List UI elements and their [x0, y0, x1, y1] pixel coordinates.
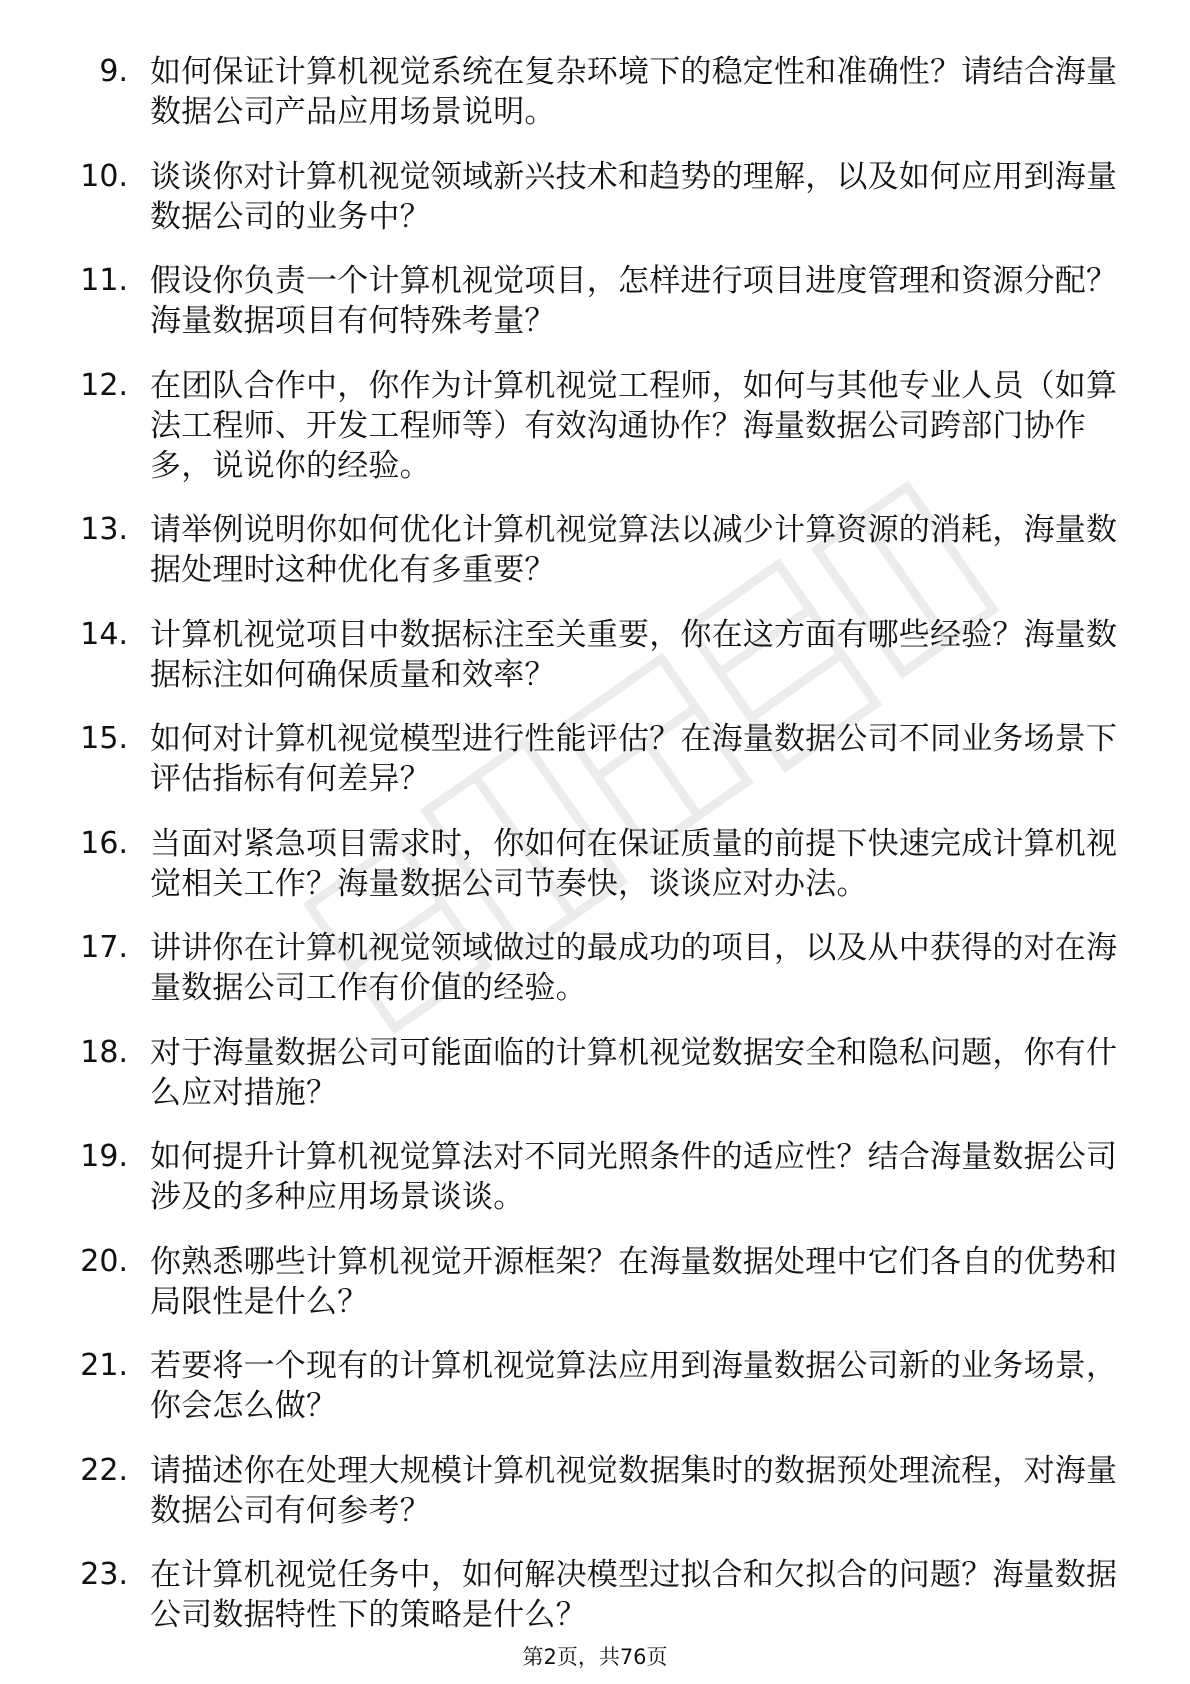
question-text: 当面对紧急项目需求时，你如何在保证质量的前提下快速完成计算机视觉相关工作？海量数据公司节奏快，谈谈应对办法。 — [150, 825, 1118, 902]
question-item — [60, 1137, 1120, 1217]
question-number: 14. — [80, 616, 128, 652]
question-number: 17. — [80, 930, 128, 965]
question-item — [60, 510, 1120, 590]
question-number: 11. — [80, 263, 128, 298]
question-number: 19. — [80, 1139, 128, 1174]
question-item — [60, 1242, 1120, 1322]
question-list — [60, 52, 1120, 1660]
question-text: 请举例说明你如何优化计算机视觉算法以减少计算资源的消耗，海量数据处理时这种优化有多重要？ — [150, 512, 1118, 588]
question-text: 若要将一个现有的计算机视觉算法应用到海量数据公司新的业务场景，你会怎么做？ — [150, 1348, 1118, 1424]
question-text: 如何提升计算机视觉算法对不同光照条件的适应性？结合海量数据公司涉及的多种应用场景谈谈。 — [150, 1139, 1118, 1215]
question-number: 20. — [80, 1243, 128, 1279]
question-number: 9. — [99, 54, 128, 89]
page-footer: 第2页，共76页 — [522, 1645, 668, 1669]
question-text: 在团队合作中，你作为计算机视觉工程师，如何与其他专业人员（如算法工程师、开发工程师等）有效沟通协作？海量数据公司跨部门协作多，说说你的经验。 — [150, 367, 1118, 484]
question-item — [60, 615, 1120, 695]
question-item — [60, 366, 1120, 486]
question-item — [60, 719, 1120, 799]
question-item — [60, 52, 1120, 132]
question-number: 12. — [80, 367, 128, 403]
question-number: 15. — [80, 721, 128, 756]
question-text: 谈谈你对计算机视觉领域新兴技术和趋势的理解，以及如何应用到海量数据公司的业务中？ — [150, 158, 1118, 235]
question-number: 22. — [80, 1452, 128, 1488]
question-text: 在计算机视觉任务中，如何解决模型过拟合和欠拟合的问题？海量数据公司数据特性下的策略是什么？ — [150, 1557, 1118, 1633]
question-text: 计算机视觉项目中数据标注至关重要，你在这方面有哪些经验？海量数据标注如何确保质量和效率？ — [150, 616, 1118, 693]
question-number: 10. — [80, 158, 128, 194]
question-text: 假设你负责一个计算机视觉项目，怎样进行项目进度管理和资源分配？海量数据项目有何特殊考量？ — [150, 263, 1118, 339]
question-number: 13. — [80, 512, 128, 547]
question-number: 23. — [80, 1557, 128, 1592]
question-text: 请描述你在处理大规模计算机视觉数据集时的数据预处理流程，对海量数据公司有何参考？ — [150, 1452, 1118, 1529]
question-text: 如何对计算机视觉模型进行性能评估？在海量数据公司不同业务场景下评估指标有何差异？ — [150, 721, 1118, 797]
question-number: 18. — [80, 1034, 128, 1070]
question-item — [60, 1555, 1120, 1635]
question-item — [60, 928, 1120, 1008]
question-item — [60, 261, 1120, 341]
question-number: 21. — [80, 1348, 128, 1383]
question-item — [60, 1033, 1120, 1113]
question-item — [60, 1451, 1120, 1531]
question-item — [60, 157, 1120, 237]
question-text: 对于海量数据公司可能面临的计算机视觉数据安全和隐私问题，你有什么应对措施？ — [150, 1034, 1118, 1111]
question-number: 16. — [80, 825, 128, 861]
question-text: 讲讲你在计算机视觉领域做过的最成功的项目，以及从中获得的对在海量数据公司工作有价值的经验。 — [150, 930, 1118, 1006]
question-text: 你熟悉哪些计算机视觉开源框架？在海量数据处理中它们各自的优势和局限性是什么？ — [150, 1243, 1118, 1320]
question-item — [60, 1346, 1120, 1426]
question-item — [60, 824, 1120, 904]
question-text: 如何保证计算机视觉系统在复杂环境下的稳定性和准确性？请结合海量数据公司产品应用场景说明。 — [150, 54, 1118, 130]
